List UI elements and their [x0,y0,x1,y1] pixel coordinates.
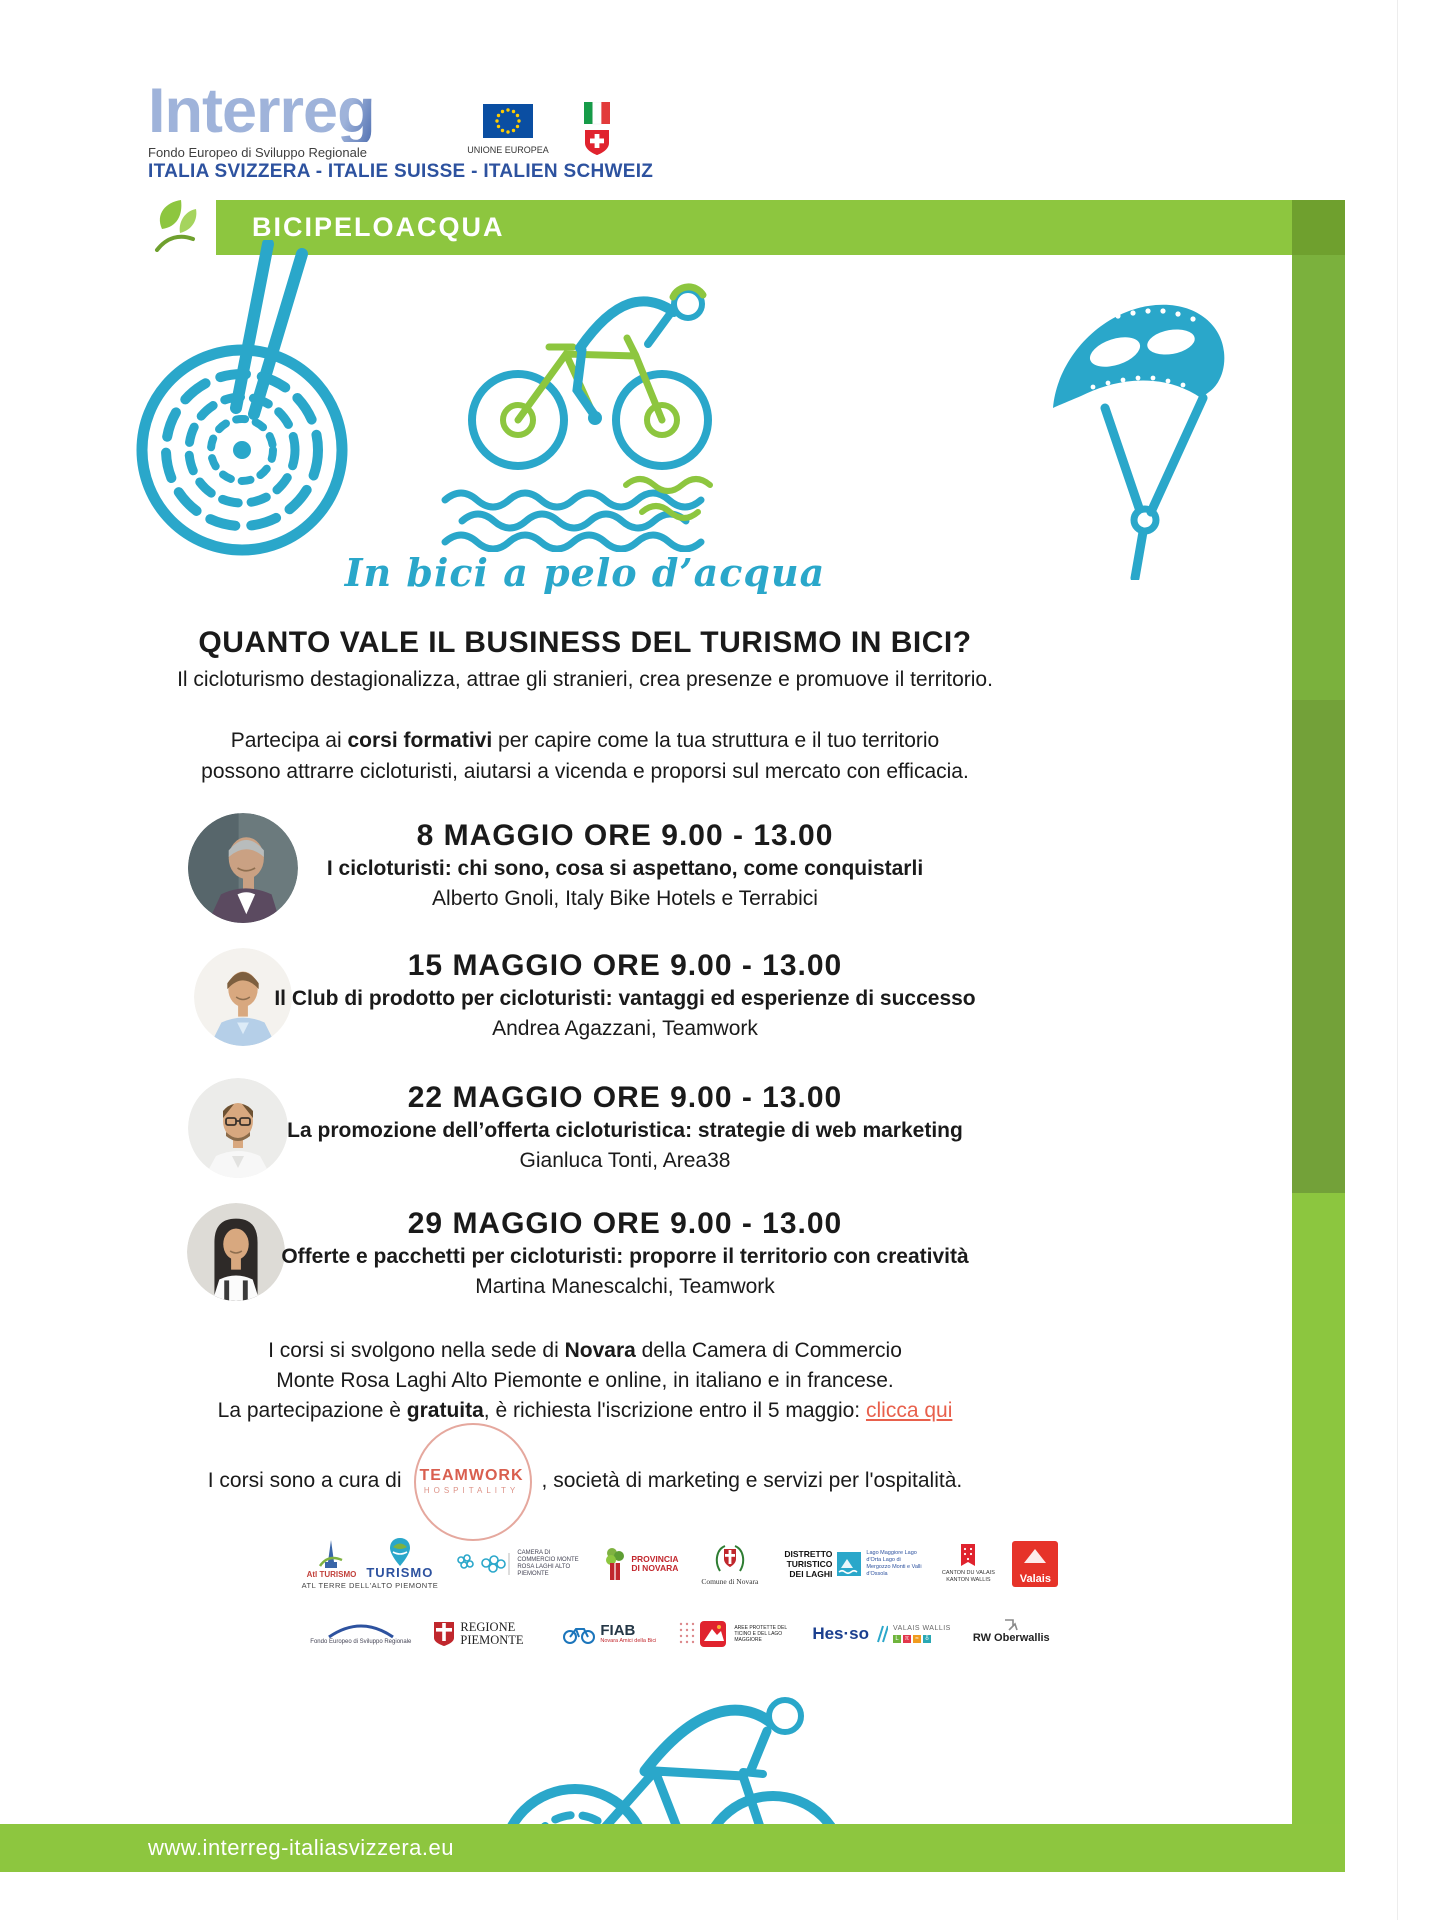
eu-flag-icon [483,104,533,138]
location-paragraph [60,1336,1110,1426]
location-line1: I corsi si svolgono nella sede di [268,1339,565,1362]
page-edge-line [1397,0,1398,1920]
rw-caption [1011,1644,1012,1649]
credits-line [60,1452,1110,1510]
partner-logo-rw-oberwallis: RW Oberwallis [973,1618,1050,1649]
partner-logo-canton-valais: CANTON DU VALAIS KANTON WALLIS [940,1544,996,1584]
right-stripe-bottom [1292,1193,1345,1824]
course-1 [230,820,1020,911]
fondo-arch-icon [326,1621,396,1639]
invite-text2: per capire come la tua struttura e il tuo territorio [492,729,940,752]
course-4 [230,1208,1020,1299]
italy-switzerland-flags [583,102,611,161]
teamwork-wordmark: TEAMWORK [419,1467,524,1484]
canton-valais-flag-icon [959,1544,977,1568]
register-link[interactable]: clicca qui [865,1399,953,1422]
course-2-title: Il Club di prodotto per cicloturisti: vantaggi ed esperienze di successo [274,987,976,1010]
location-line3: La partecipazione è [217,1399,407,1422]
location-free: gratuita [406,1399,484,1422]
camera-commercio-icon [454,1551,512,1577]
interreg-logo [148,76,654,183]
location-city: Novara [564,1339,636,1362]
hero-script-title: In bici a pelo d’acqua [344,550,826,595]
invite-line2: possono attrarre cicloturisti, aiutarsi a vicenda e proporsi sul mercato con efficacia. [201,760,969,783]
comune-novara-icon [715,1543,745,1575]
teamwork-hospitality-logo [410,1452,534,1510]
course-1-date: 8 MAGGIO ORE 9.00 - 13.00 [416,819,834,852]
partner-logo-provincia-novara: PROVINCIA DI NOVARA [603,1547,685,1581]
course-1-title: I cicloturisti: chi sono, cosa si aspettano, come conquistarli [326,857,924,880]
hes-so-color-squares: L π ≈ δ [893,1635,931,1643]
footer-url[interactable]: www.interreg-italiasvizzera.eu [148,1835,454,1860]
italy-swiss-icon [583,102,611,156]
partner-logo-aree-protette: AREE PROTETTE DEL TICINO E DEL LAGO MAGGIORE [678,1620,790,1648]
page-title: QUANTO VALE IL BUSINESS DEL TURISMO IN BICI? [198,626,972,659]
invite-bold: corsi formativi [347,729,493,752]
cyclist-over-water-illustration [430,250,760,552]
partner-logo-atl-turismo-group [302,1538,439,1590]
interreg-wordmark: Interreg [148,82,653,142]
course-3-date: 22 MAGGIO ORE 9.00 - 13.00 [407,1081,843,1114]
page-subtitle: Il cicloturismo destagionalizza, attrae gli stranieri, crea presenze e promuove il territorio. [177,668,993,691]
bike-helmet-illustration [1043,290,1231,580]
right-stripe-top [1292,255,1345,700]
fund-line: Fondo Europeo di Sviluppo Regionale [148,144,367,160]
partner-logo-fiab: FIAB Novara Amici della Bici [562,1623,656,1645]
partner-logo-camera-commercio: CAMERA DI COMMERCIO MONTE ROSA LAGHI ALTO PIEMONTE [454,1550,587,1578]
location-line1b: della Camera di Commercio [635,1339,902,1362]
partner-logo-atl: Atl TURISMO [307,1540,357,1579]
invite-text: Partecipa ai [230,729,348,752]
credits-post: , società di marketing e servizi per l'ospitalità. [541,1469,963,1492]
valais-mountain-icon [1024,1549,1046,1563]
course-2 [230,950,1020,1041]
course-1-speaker: Alberto Gnoli, Italy Bike Hotels e Terrabici [432,887,818,910]
course-4-date: 29 MAGGIO ORE 9.00 - 13.00 [407,1207,843,1240]
banner-end-cap [1292,200,1345,255]
fiab-bike-icon [562,1623,596,1645]
partner-logo-valais: Valais [1012,1541,1058,1587]
hes-so-slashes-icon [874,1624,888,1644]
bicycle-wheel-illustration [126,240,366,562]
partner-logo-turismo: TURISMO [366,1538,433,1579]
course-3 [230,1082,1020,1173]
right-stripe-middle [1292,700,1345,1193]
distretto-icon [837,1552,861,1576]
title-banner [216,200,1292,255]
aree-protette-icon [678,1620,730,1648]
eu-label: UNIONE EUROPEA [467,145,549,155]
hospitality-wordmark: HOSPITALITY [423,1486,520,1495]
atl-tower-icon [316,1540,346,1570]
course-2-speaker: Andrea Agazzani, Teamwork [492,1017,758,1040]
eu-flag [467,104,551,155]
partner-logo-fondo-europeo: Fondo Europeo di Sviluppo Regionale [310,1621,411,1646]
course-3-speaker: Gianluca Tonti, Area38 [519,1149,731,1172]
partner-logo-comune-novara: Comune di Novara [701,1543,758,1586]
course-2-date: 15 MAGGIO ORE 9.00 - 13.00 [407,949,843,982]
credits-pre: I corsi sono a cura di [207,1469,402,1492]
footer-bar [0,1824,1345,1872]
partner-logo-distretto-laghi: DISTRETTO TURISTICO DEI LAGHI Lago Maggiore Lago d'Orta Lago di Mergozzo Monti e Valli d'Ossola [784,1549,922,1579]
course-4-speaker: Martina Manescalchi, Teamwork [475,1275,775,1298]
partner-logos-row2 [230,1618,1130,1649]
rw-arrow-icon [1003,1618,1019,1632]
bottom-cyclist-illustration [505,1676,835,1824]
regione-piemonte-icon [433,1621,455,1647]
course-4-title: Offerte e pacchetti per cicloturisti: proporre il territorio con creatività [281,1245,969,1268]
invite-paragraph [60,725,1110,787]
turismo-pin-icon [389,1538,411,1566]
program-line: ITALIA SVIZZERA - ITALIE SUISSE - ITALIEN SCHWEIZ [148,160,654,182]
atl-caption: ATL TERRE DELL'ALTO PIEMONTE [301,1581,439,1590]
course-3-title: La promozione dell’offerta cicloturistica: strategie di web marketing [287,1119,963,1142]
location-line3b: , è richiesta l'iscrizione entro il 5 maggio: [483,1399,866,1422]
partner-logos-row1 [170,1538,1190,1590]
provincia-novara-icon [603,1547,627,1581]
banner-label: BICIPELOACQUA [252,212,505,242]
partner-logo-hes-so: Hes·so VALAIS WALLIS L π ≈ δ [812,1624,951,1643]
location-line2: Monte Rosa Laghi Alto Piemonte e online, in italiano e in francese. [276,1369,894,1392]
partner-logo-regione-piemonte: REGIONE PIEMONTE [433,1621,540,1647]
